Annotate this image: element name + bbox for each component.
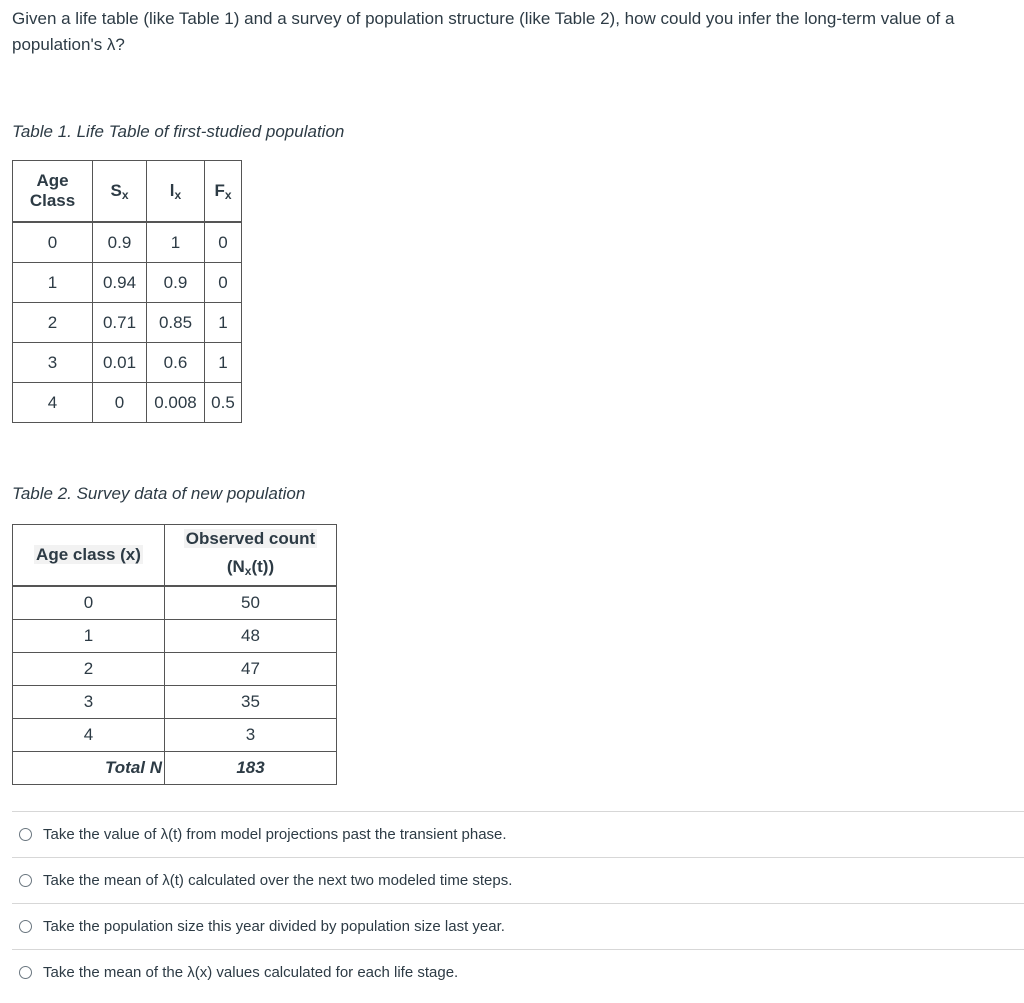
table-row: 3 0.01 0.6 1 xyxy=(13,343,242,383)
life-table-header-row xyxy=(13,161,242,223)
header-sx: $S_x$ xyxy=(93,161,147,223)
answer-label[interactable]: Take the mean of λ(t) calculated over the next two modeled time steps. xyxy=(43,872,513,889)
radio-button[interactable] xyxy=(19,920,32,933)
answer-label[interactable]: Take the mean of the λ(x) values calculated for each life stage. xyxy=(43,964,459,981)
header-fx: $F_x$ xyxy=(205,161,242,223)
table-row: 4 0 0.008 0.5 xyxy=(13,383,242,423)
table-row: 1 0.94 0.9 0 xyxy=(13,263,242,303)
header-age-class: Age Class xyxy=(13,161,93,223)
header-observed-count: Observed count $(N_x(t))$ xyxy=(165,525,337,587)
total-row xyxy=(13,752,337,785)
answer-option-4[interactable] xyxy=(12,949,1024,995)
radio-button[interactable] xyxy=(19,966,32,979)
question-text: Given a life table (like Table 1) and a survey of population structure (like Table 2), how could you infer the long-term value of a population's λ? xyxy=(12,9,955,54)
survey-table xyxy=(12,524,337,785)
table-row: 1 48 xyxy=(13,620,337,653)
total-value: 183 xyxy=(165,752,337,785)
answer-label[interactable]: Take the population size this year divided by population size last year. xyxy=(43,918,505,935)
table1-caption: Table 1. Life Table of first-studied population xyxy=(12,122,345,141)
table-row: 2 0.71 0.85 1 xyxy=(13,303,242,343)
table2-caption: Table 2. Survey data of new population xyxy=(12,484,306,503)
answer-option-2[interactable] xyxy=(12,857,1024,903)
answer-label[interactable]: Take the value of λ(t) from model projections past the transient phase. xyxy=(43,826,507,843)
radio-button[interactable] xyxy=(19,874,32,887)
answer-option-3[interactable] xyxy=(12,903,1024,949)
answer-options xyxy=(12,811,1024,995)
table-row: 4 3 xyxy=(13,719,337,752)
header-lx: $l_x$ xyxy=(147,161,205,223)
table-row: 3 35 xyxy=(13,686,337,719)
table-row: 0 50 xyxy=(13,586,337,620)
header-age-class-x: Age class (x) xyxy=(13,525,165,587)
table-row: 0 0.9 1 0 xyxy=(13,222,242,263)
answer-option-1[interactable] xyxy=(12,811,1024,857)
total-label: Total N xyxy=(13,752,165,785)
table-row: 2 47 xyxy=(13,653,337,686)
radio-button[interactable] xyxy=(19,828,32,841)
life-table xyxy=(12,160,242,423)
survey-table-header-row xyxy=(13,525,337,587)
